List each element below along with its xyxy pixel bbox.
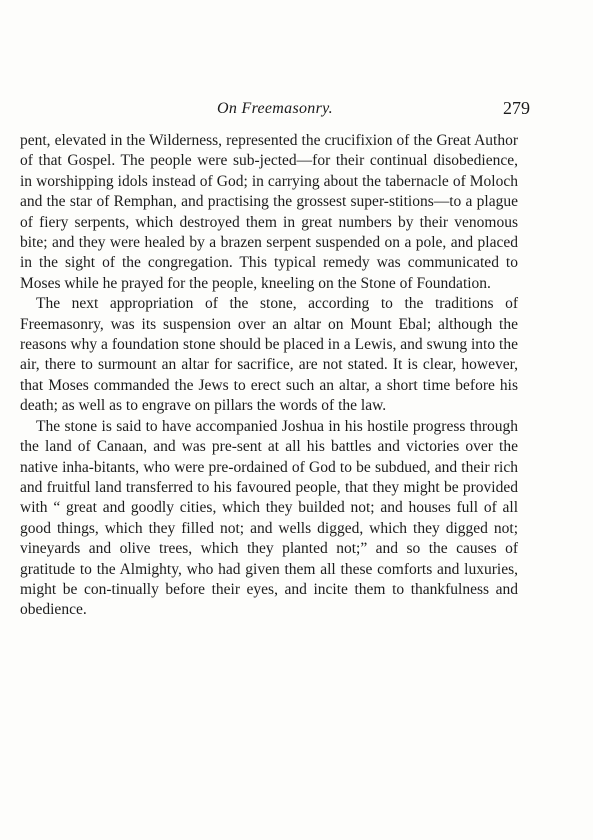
running-head bbox=[20, 98, 530, 122]
page-number: 279 bbox=[503, 98, 530, 118]
body-text bbox=[20, 131, 518, 621]
paragraph-mount-ebal: The next appropriation of the stone, according to the traditions of Freemasonry, was its suspension over an altar on Mount Ebal; although the reasons why a foundation stone should be placed in a Lewis, and swung into the air, there to surmount an altar for sacrifice, are not stated. It is clear, however, that Moses commanded the Jews to erect such an altar, a short time before his death; as well as to engrave on pillars the words of the law. bbox=[20, 295, 518, 415]
running-title: On Freemasonry. bbox=[217, 100, 333, 117]
paragraph-continuation: pent, elevated in the Wilderness, represented the crucifixion of the Great Author of that Gospel. The people were sub-jected—for their continual disobedience, in worshipping idols instead of God; in carrying about the tabernacle of Moloch and the star of Remphan, and practising the grossest super-stitions—to a plague of fiery serpents, which destroyed them in great numbers by their venomous bite; and they were healed by a brazen serpent suspended on a pole, and placed in the sight of the congregation. This typical remedy was communicated to Moses while he prayed for the people, kneeling on the Stone of Foundation. bbox=[20, 132, 518, 292]
paragraph-joshua: The stone is said to have accompanied Joshua in his hostile progress through the land of Canaan, and was pre-sent at all his battles and victories over the native inha-bitants, who were pre-ordained of God to be subdued, and their rich and fruitful land transferred to his favoured people, that they might be provided with “ great and goodly cities, which they builded not; and houses full of all good things, which they filled not; and wells digged, which they digged not; vineyards and olive trees, which they planted not;” and so the causes of gratitude to the Almighty, who had given them all these comforts and luxuries, might be con-tinually before their eyes, and incite them to thankfulness and obedience. bbox=[20, 417, 518, 619]
